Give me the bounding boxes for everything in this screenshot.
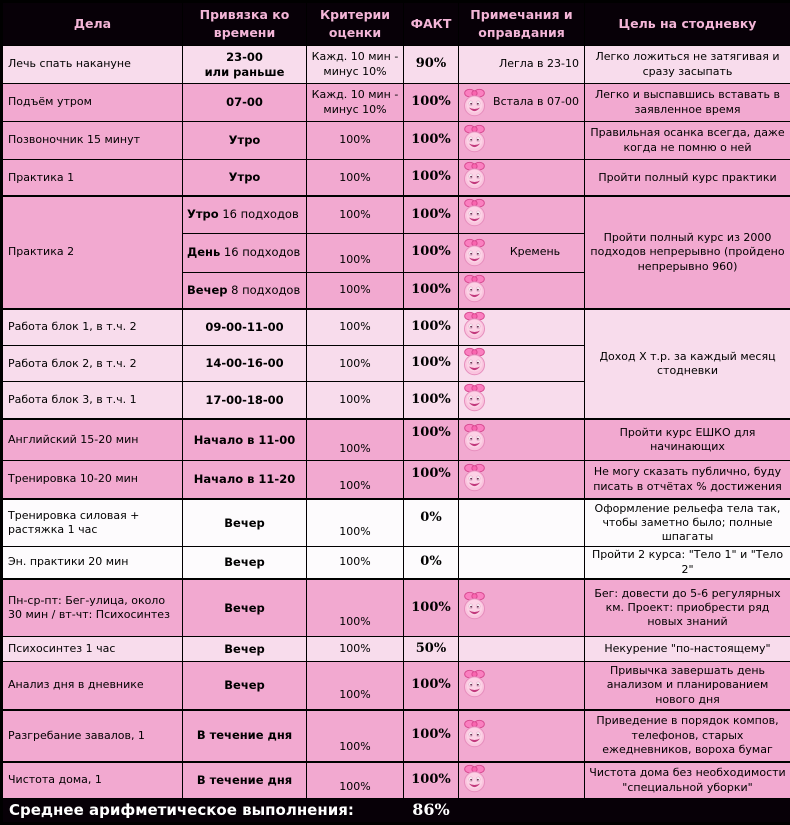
cell-criteria (307, 84, 404, 122)
cell-time: Утро (183, 160, 307, 197)
cell-task: Работа блок 1, в т.ч. 2 (2, 309, 183, 346)
cell-criteria: 100% (307, 662, 404, 710)
bow-smiley-icon (462, 719, 487, 748)
cell-task: Чистота дома, 1 (2, 762, 183, 799)
cell-criteria: 100% (307, 547, 404, 579)
cell-task: Тренировка силовая + растяжка 1 час (2, 499, 183, 547)
cell-fact: 100% (404, 233, 459, 272)
cell-criteria: 100% (307, 419, 404, 461)
cell-fact: 100% (404, 762, 459, 799)
cell-criteria: 100% (307, 233, 404, 272)
note-text: Кремень (489, 245, 581, 259)
cell-criteria: 100% (307, 309, 404, 346)
cell-criteria: 100% (307, 346, 404, 382)
summary-row (2, 799, 790, 824)
bow-smiley-icon (462, 383, 487, 412)
cell-fact: 100% (404, 461, 459, 499)
cell-criteria: 100% (307, 272, 404, 309)
cell-goal: Чистота дома без необходимости "специальной уборки" (585, 762, 790, 799)
cell-task: Английский 15-20 мин (2, 419, 183, 461)
criteria-line: минус 10% (310, 103, 400, 117)
cell-fact: 100% (404, 309, 459, 346)
cell-goal: Некурение "по-настоящему" (585, 637, 790, 662)
cell-time: 17-00-18-00 (183, 382, 307, 419)
cell-task: Работа блок 3, в т.ч. 1 (2, 382, 183, 419)
time-rest: 16 подходов (220, 245, 300, 259)
bow-smiley-icon (462, 124, 487, 153)
cell-notes (459, 461, 585, 499)
table-row (2, 579, 790, 637)
table-row (2, 461, 790, 499)
cell-task: Практика 2 (2, 196, 183, 309)
cell-task: Пн-ср-пт: Бег-улица, около 30 мин / вт-чт: Психосинтез (2, 579, 183, 637)
cell-criteria: 100% (307, 196, 404, 233)
cell-notes (459, 710, 585, 762)
cell-fact: 100% (404, 196, 459, 233)
bow-smiley-icon (462, 88, 487, 117)
bow-smiley-icon (462, 198, 487, 227)
bow-smiley-icon (462, 161, 487, 190)
cell-task: Психосинтез 1 час (2, 637, 183, 662)
cell-criteria: 100% (307, 122, 404, 160)
table-row (2, 46, 790, 84)
cell-notes (459, 84, 585, 122)
cell-fact: 100% (404, 160, 459, 197)
cell-notes (459, 233, 585, 272)
cell-fact: 100% (404, 346, 459, 382)
cell-goal: Приведение в порядок компов, телефонов, старых ежедневников, вороха бумаг (585, 710, 790, 762)
time-line: 23-00 (186, 50, 303, 65)
bow-smiley-icon (462, 274, 487, 303)
cell-fact: 0% (404, 499, 459, 547)
cell-fact: 100% (404, 272, 459, 309)
cell-fact: 50% (404, 637, 459, 662)
cell-task: Работа блок 2, в т.ч. 2 (2, 346, 183, 382)
cell-goal: Правильная осанка всегда, даже когда не помню о ней (585, 122, 790, 160)
time-rest: 8 подходов (228, 283, 301, 297)
bow-smiley-icon (462, 347, 487, 376)
cell-criteria (307, 46, 404, 84)
criteria-line: минус 10% (310, 65, 400, 79)
cell-notes (459, 499, 585, 547)
bow-smiley-icon (462, 463, 487, 492)
cell-goal: Легко и выспавшись вставать в заявленное время (585, 84, 790, 122)
cell-time: Вечер (183, 662, 307, 710)
note-text: Встала в 07-00 (489, 95, 581, 109)
cell-task: Тренировка 10-20 мин (2, 461, 183, 499)
cell-notes (459, 547, 585, 579)
note-text: Легла в 23-10 (462, 57, 581, 71)
cell-time: 14-00-16-00 (183, 346, 307, 382)
summary-value: 86% (404, 799, 459, 824)
cell-goal: Привычка завершать день анализом и планированием нового дня (585, 662, 790, 710)
cell-criteria: 100% (307, 160, 404, 197)
cell-notes (459, 346, 585, 382)
time-bold: Вечер (187, 283, 228, 297)
cell-goal: Пройти полный курс практики (585, 160, 790, 197)
cell-fact: 100% (404, 419, 459, 461)
cell-fact: 90% (404, 46, 459, 84)
cell-goal: Доход Х т.р. за каждый месяц стодневки (585, 309, 790, 419)
column-header-time: Привязка ко времени (183, 2, 307, 46)
bow-smiley-icon (462, 764, 487, 793)
column-header-notes: Примечания и оправдания (459, 2, 585, 46)
cell-criteria: 100% (307, 499, 404, 547)
column-header-criteria: Критерии оценки (307, 2, 404, 46)
cell-time: Начало в 11-20 (183, 461, 307, 499)
bow-smiley-icon (462, 423, 487, 452)
cell-notes (459, 382, 585, 419)
cell-fact: 100% (404, 122, 459, 160)
cell-notes (459, 762, 585, 799)
cell-time: В течение дня (183, 762, 307, 799)
table-row (2, 84, 790, 122)
cell-criteria: 100% (307, 637, 404, 662)
cell-notes (459, 419, 585, 461)
cell-task: Эн. практики 20 мин (2, 547, 183, 579)
cell-criteria: 100% (307, 382, 404, 419)
cell-notes (459, 272, 585, 309)
cell-task: Разгребание завалов, 1 (2, 710, 183, 762)
cell-time: Вечер (183, 547, 307, 579)
cell-task: Подъём утром (2, 84, 183, 122)
cell-time: Вечер (183, 579, 307, 637)
cell-fact: 100% (404, 84, 459, 122)
cell-goal: Оформление рельефа тела так, чтобы заметно было; полные шпагаты (585, 499, 790, 547)
time-rest: 16 подходов (219, 207, 299, 221)
table-row (2, 710, 790, 762)
summary-spacer (459, 799, 790, 824)
cell-goal: Пройти полный курс из 2000 подходов непрерывно (пройдено непрерывно 960) (585, 196, 790, 309)
cell-time: 09-00-11-00 (183, 309, 307, 346)
time-bold: День (187, 245, 220, 259)
cell-notes (459, 579, 585, 637)
table-row (2, 160, 790, 197)
cell-criteria: 100% (307, 579, 404, 637)
cell-notes (459, 160, 585, 197)
cell-task: Лечь спать накануне (2, 46, 183, 84)
cell-time: Вечер (183, 637, 307, 662)
cell-goal: Легко ложиться не затягивая и сразу засыпать (585, 46, 790, 84)
table-row (2, 762, 790, 799)
bow-smiley-icon (462, 591, 487, 620)
table-row (2, 309, 790, 346)
column-header-tasks: Дела (2, 2, 183, 46)
time-bold: Утро (187, 207, 219, 221)
cell-time: Начало в 11-00 (183, 419, 307, 461)
cell-time: 07-00 (183, 84, 307, 122)
table-row (2, 547, 790, 579)
cell-time (183, 196, 307, 233)
table-row (2, 196, 790, 233)
cell-goal: Пройти курс ЕШКО для начинающих (585, 419, 790, 461)
header-row (2, 2, 790, 46)
cell-criteria: 100% (307, 710, 404, 762)
time-line: или раньше (186, 65, 303, 80)
cell-fact: 100% (404, 710, 459, 762)
cell-notes (459, 196, 585, 233)
cell-notes (459, 122, 585, 160)
bow-smiley-icon (462, 311, 487, 340)
table-row (2, 419, 790, 461)
cell-fact: 100% (404, 579, 459, 637)
cell-notes (459, 637, 585, 662)
cell-time (183, 233, 307, 272)
cell-time (183, 46, 307, 84)
cell-fact: 100% (404, 662, 459, 710)
cell-criteria: 100% (307, 461, 404, 499)
criteria-line: Кажд. 10 мин - (310, 50, 400, 64)
cell-notes (459, 46, 585, 84)
cell-notes (459, 309, 585, 346)
table-row (2, 499, 790, 547)
bow-smiley-icon (462, 238, 487, 267)
cell-time (183, 272, 307, 309)
cell-fact: 0% (404, 547, 459, 579)
cell-goal: Пройти 2 курса: "Тело 1" и "Тело 2" (585, 547, 790, 579)
cell-time: Утро (183, 122, 307, 160)
cell-time: В течение дня (183, 710, 307, 762)
column-header-goal: Цель на стодневку (585, 2, 790, 46)
cell-goal: Не могу сказать публично, буду писать в отчётах % достижения (585, 461, 790, 499)
summary-label: Среднее арифметическое выполнения: (2, 799, 404, 824)
cell-task: Позвоночник 15 минут (2, 122, 183, 160)
cell-fact: 100% (404, 382, 459, 419)
table-row (2, 637, 790, 662)
cell-task: Практика 1 (2, 160, 183, 197)
table-row (2, 122, 790, 160)
bow-smiley-icon (462, 669, 487, 698)
cell-time: Вечер (183, 499, 307, 547)
criteria-line: Кажд. 10 мин - (310, 88, 400, 102)
cell-task: Анализ дня в дневнике (2, 662, 183, 710)
column-header-fact: ФАКТ (404, 2, 459, 46)
cell-criteria: 100% (307, 762, 404, 799)
cell-goal: Бег: довести до 5-6 регулярных км. Проект: приобрести ряд новых знаний (585, 579, 790, 637)
